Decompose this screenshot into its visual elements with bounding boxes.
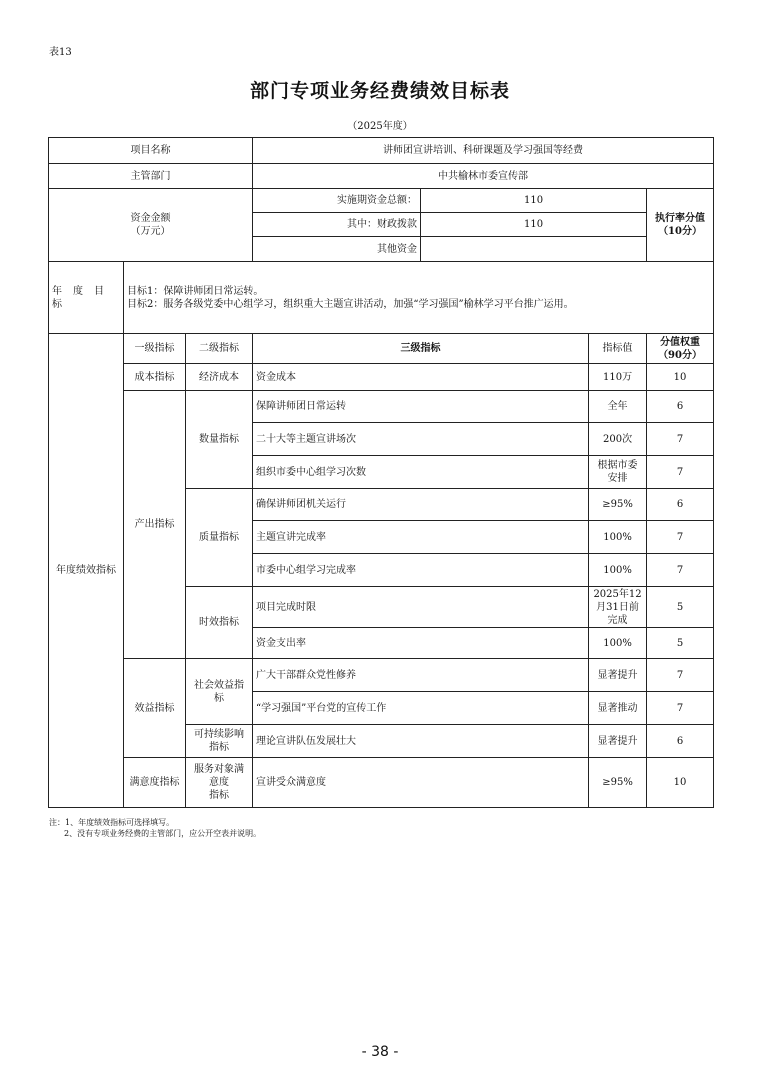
indicator-value: ≥95%: [589, 489, 647, 521]
fund-amount-label: 资金金额 （万元）: [49, 189, 253, 262]
annual-goal-label: 年度目标: [49, 262, 124, 334]
indicator-name: 理论宣讲队伍发展壮大: [253, 725, 589, 758]
indicator-value: 根据市委 安排: [589, 456, 647, 489]
fiscal-fund-label: 其中：财政拨款: [253, 213, 421, 237]
department-label: 主管部门: [49, 164, 253, 189]
indicator-weight: 6: [647, 489, 714, 521]
goal-1: 目标1：保障讲师团日常运转。: [127, 285, 264, 297]
indicator-weight: 7: [647, 521, 714, 554]
indicator-name: 二十大等主题宣讲场次: [253, 423, 589, 456]
indicator-name: 组织市委中心组学习次数: [253, 456, 589, 489]
goal-2: 目标2：服务各级党委中心组学习，组织重大主题宣讲活动，加强“学习强国”榆林学习平台推广运用。: [127, 298, 574, 310]
indicator-name: 市委中心组学习完成率: [253, 554, 589, 587]
indicator-weight: 6: [647, 391, 714, 423]
indicator-value: 100%: [589, 521, 647, 554]
page-title: 部门专项业务经费绩效目标表: [249, 80, 510, 102]
indicator-value-header: 指标值: [589, 334, 647, 364]
table-row: [49, 659, 714, 692]
footnotes: [49, 817, 261, 839]
table-row: [49, 364, 714, 391]
indicator-value: ≥95%: [589, 758, 647, 808]
footnote-1: 注：1、年度绩效指标可选择填写。: [49, 818, 175, 827]
quality-indicator-label: 质量指标: [186, 489, 253, 587]
indicator-name: 广大干部群众党性修养: [253, 659, 589, 692]
indicator-weight: 7: [647, 423, 714, 456]
indicator-weight: 7: [647, 554, 714, 587]
fund-total-row: [49, 189, 714, 213]
total-fund-value: 110: [421, 189, 647, 213]
level2-header: 二级指标: [186, 334, 253, 364]
timeliness-indicator-label: 时效指标: [186, 587, 253, 659]
indicator-value: 2025年12 月31日前 完成: [589, 587, 647, 628]
indicator-name: 资金成本: [253, 364, 589, 391]
project-name-value: 讲师团宣讲培训、科研课题及学习强国等经费: [253, 138, 714, 164]
indicator-weight: 7: [647, 659, 714, 692]
annual-goal-text: [124, 262, 714, 334]
indicator-value: 200次: [589, 423, 647, 456]
department-row: [49, 164, 714, 189]
total-fund-label: 实施期资金总额：: [253, 189, 421, 213]
performance-target-table: [48, 137, 714, 808]
page-number: - 38 -: [361, 1044, 399, 1060]
quantity-indicator-label: 数量指标: [186, 391, 253, 489]
indicator-value: 显著提升: [589, 659, 647, 692]
indicator-weight: 10: [647, 364, 714, 391]
project-name-row: [49, 138, 714, 164]
department-value: 中共榆林市委宣传部: [253, 164, 714, 189]
indicator-weight: 7: [647, 456, 714, 489]
project-name-label: 项目名称: [49, 138, 253, 164]
indicator-weight: 10: [647, 758, 714, 808]
indicator-header-row: [49, 334, 714, 364]
footnote-2: 2、没有专项业务经费的主管部门，应公开空表并说明。: [64, 829, 262, 838]
output-indicator-label: 产出指标: [124, 391, 186, 659]
indicator-name: 确保讲师团机关运行: [253, 489, 589, 521]
social-benefit-indicator-label: 社会效益指 标: [186, 659, 253, 725]
fiscal-fund-value: 110: [421, 213, 647, 237]
sustainable-impact-indicator-label: 可持续影响 指标: [186, 725, 253, 758]
level3-header: 三级指标: [253, 334, 589, 364]
table-row: [49, 391, 714, 423]
level1-header: 一级指标: [124, 334, 186, 364]
indicator-value: 显著推动: [589, 692, 647, 725]
execution-rate-score: 执行率分值 （10分）: [647, 189, 714, 262]
indicator-weight: 7: [647, 692, 714, 725]
indicator-weight: 6: [647, 725, 714, 758]
other-fund-label: 其他资金: [253, 237, 421, 262]
annual-goal-row: [49, 262, 714, 334]
cost-indicator-label: 成本指标: [124, 364, 186, 391]
table-row: [49, 758, 714, 808]
satisfaction-indicator-label: 满意度指标: [124, 758, 186, 808]
indicator-value: 110万: [589, 364, 647, 391]
indicator-value: 显著提升: [589, 725, 647, 758]
indicator-name: 项目完成时限: [253, 587, 589, 628]
indicator-name: 保障讲师团日常运转: [253, 391, 589, 423]
indicator-value: 100%: [589, 554, 647, 587]
benefit-indicator-label: 效益指标: [124, 659, 186, 758]
annual-performance-indicator-label: 年度绩效指标: [49, 334, 124, 808]
indicator-value: 100%: [589, 628, 647, 659]
economic-cost-label: 经济成本: [186, 364, 253, 391]
indicator-name: 主题宣讲完成率: [253, 521, 589, 554]
other-fund-value: [421, 237, 647, 262]
indicator-name: 宣讲受众满意度: [253, 758, 589, 808]
indicator-name: “学习强国”平台党的宣传工作: [253, 692, 589, 725]
fiscal-year: （2025年度）: [347, 121, 413, 132]
indicator-weight: 5: [647, 628, 714, 659]
indicator-name: 资金支出率: [253, 628, 589, 659]
indicator-weight: 5: [647, 587, 714, 628]
service-satisfaction-indicator-label: 服务对象满 意度 指标: [186, 758, 253, 808]
indicator-value: 全年: [589, 391, 647, 423]
weight-header: 分值权重 （90分）: [647, 334, 714, 364]
table-number-label: 表13: [49, 47, 72, 58]
